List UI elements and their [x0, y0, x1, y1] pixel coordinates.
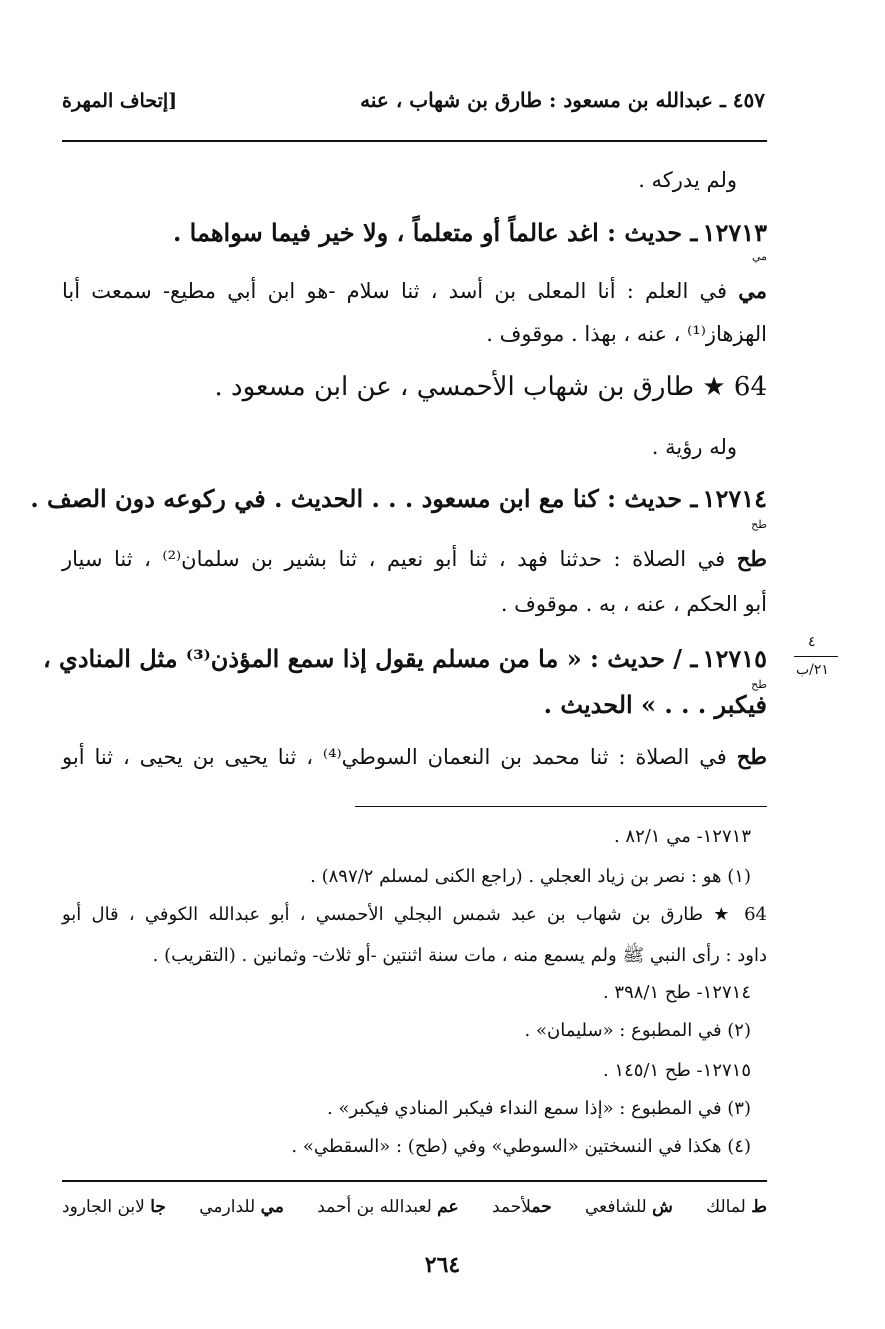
abbreviation-entry: حملأحمد — [491, 1197, 552, 1217]
abbreviation-entry: جا لابن الجارود — [62, 1197, 166, 1217]
hadith-heading-text: ـ / حديث : « ما من مسلم يقول إذا سمع المؤذن⁽³⁾ مثل المنادي ، — [42, 644, 698, 673]
source-symbol: طح — [736, 744, 767, 769]
body-line-11: فيكبر . . . » الحديث . — [543, 690, 767, 719]
footnote-line: (١) هو : نصر بن زياد العجلي . (راجع الكنى لمسلم ٨٩٧/٢) . — [310, 866, 751, 887]
margin-folio-rule — [794, 656, 838, 657]
footnote-rule — [355, 806, 767, 807]
narrator-entry-64: 64 ★ طارق بن شهاب الأحمسي ، عن ابن مسعود . — [214, 372, 767, 402]
footnote-line: (٢) في المطبوع : «سليمان» . — [524, 1020, 751, 1041]
footnote-line: (٤) هكذا في النسختين «السوطي» وفي (طح) : «السقطي» . — [291, 1136, 751, 1157]
hadith-12715-heading — [42, 644, 767, 673]
source-symbol: طح — [736, 546, 768, 571]
footnote-line: ١٢٧١٤- طح ٣٩٨/١ . — [602, 982, 751, 1003]
body-line-12 — [62, 744, 767, 769]
margin-folio-top: ٤ — [808, 634, 816, 650]
margin-folio-bottom: ٢١/ب — [796, 662, 829, 678]
footnote-line: ١٢٧١٣- مي ٨٢/١ . — [613, 826, 751, 847]
hadith-number: ١٢٧١٤ — [702, 484, 767, 513]
hadith-12713-heading — [173, 218, 767, 247]
running-header-title: ٤٥٧ ـ عبدالله بن مسعود : طارق بن شهاب ، عنه — [360, 88, 765, 112]
hadith-number: ١٢٧١٥ — [702, 644, 767, 673]
source-symbol: مي — [738, 278, 767, 303]
footnote-line: (٣) في المطبوع : «إذا سمع النداء فيكبر المنادي فيكبر» . — [327, 1098, 751, 1119]
source-symbol: طح — [751, 518, 767, 531]
abbreviation-entry: مي للدارمي — [199, 1197, 284, 1217]
header-rule — [62, 140, 767, 142]
abbreviations-rule — [62, 1180, 767, 1182]
footnote-line: 64 ★ طارق بن شهاب بن عبد شمس البجلي الأحمسي ، أبو عبدالله الكوفي ، قال أبو — [62, 904, 767, 925]
hadith-heading-text: ـ حديث : اغد عالماً أو متعلماً ، ولا خير فيما سواهما . — [172, 218, 698, 247]
hadith-number: ١٢٧١٣ — [702, 218, 767, 247]
abbreviations-key — [62, 1197, 767, 1217]
footnote-line: ١٢٧١٥- طح ١٤٥/١ . — [602, 1060, 751, 1081]
body-line-9: أبو الحكم ، عنه ، به . موقوف . — [500, 592, 767, 616]
hadith-heading-text: ـ حديث : كنا مع ابن مسعود . . . الحديث . في ركوعه دون الصف . — [30, 484, 698, 513]
isnad-text: في الصلاة : حدثنا فهد ، ثنا أبو نعيم ، ثنا بشير بن سلمان⁽²⁾ ، ثنا سيار — [62, 547, 726, 571]
source-symbol: مي — [751, 250, 767, 263]
isnad-text: في الصلاة : ثنا محمد بن النعمان السوطي⁽⁴⁾ ، ثنا يحيى بن يحيى ، ثنا أبو — [62, 745, 727, 769]
page-number: ٢٦٤ — [424, 1252, 461, 1278]
running-header-book: [إتحاف المهرة — [62, 90, 178, 112]
footnote-line: داود : رأى النبي ﷺ ولم يسمع منه ، مات سنة اثنتين -أو ثلاث- وثمانين . (التقريب) . — [152, 945, 767, 966]
body-line-6: وله رؤية . — [651, 435, 737, 459]
abbreviation-entry: ش للشافعي — [585, 1197, 673, 1217]
hadith-12714-heading — [30, 484, 767, 513]
body-line-1: ولم يدركه . — [638, 168, 737, 192]
abbreviation-entry: عم لعبدالله بن أحمد — [317, 1197, 459, 1217]
body-line-3 — [62, 278, 767, 303]
abbreviation-entry: ط لمالك — [706, 1197, 767, 1217]
isnad-text: في العلم : أنا المعلى بن أسد ، ثنا سلام -هو ابن أبي مطيع- سمعت أبا — [62, 279, 728, 303]
body-line-4: الهزهاز⁽¹⁾ ، عنه ، بهذا . موقوف . — [486, 322, 767, 346]
body-line-8 — [62, 546, 767, 571]
source-symbol: طح — [751, 678, 767, 691]
